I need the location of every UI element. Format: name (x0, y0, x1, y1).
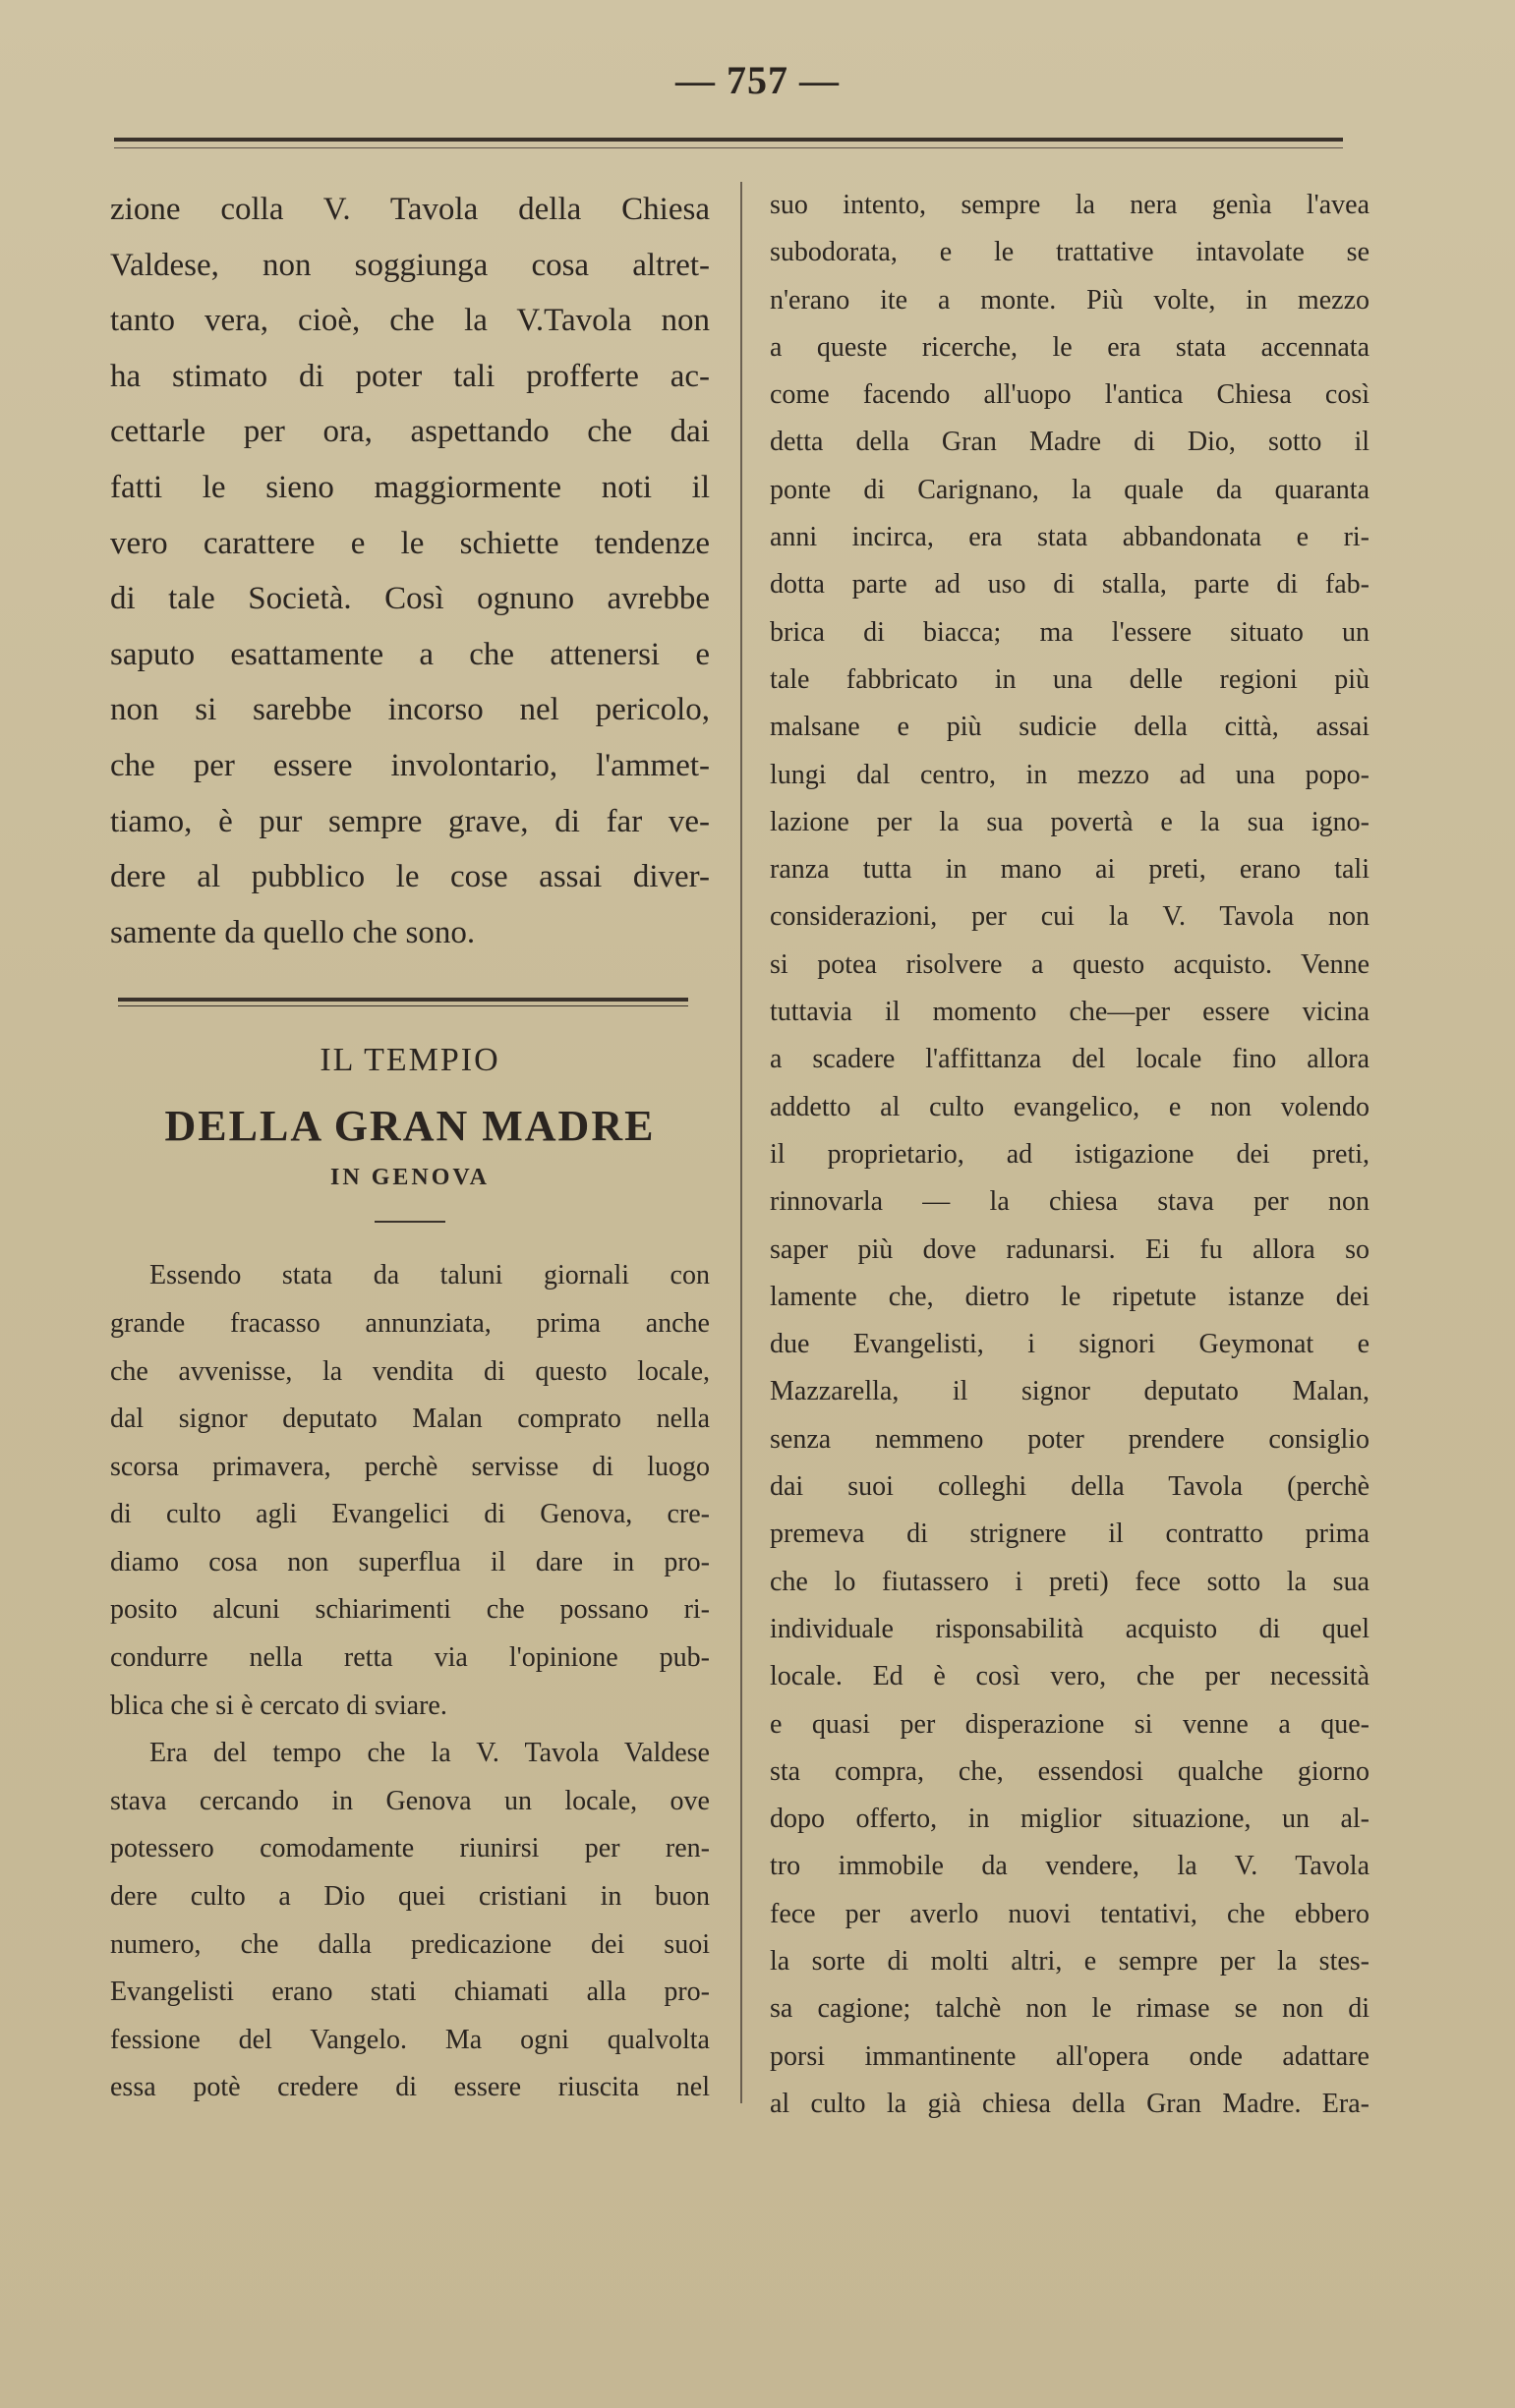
text-line: due Evangelisti, i signori Geymonat e (770, 1329, 1369, 1360)
page-number: — 757 — (675, 58, 840, 102)
text-line: numero, che dalla predicazione dei suoi (110, 1928, 710, 1960)
text-line: al culto la già chiesa della Gran Madre. Era- (770, 2088, 1369, 2119)
text-line: anni incirca, era stata abbandonata e ri- (770, 522, 1369, 553)
text-line: dere al pubblico le cose assai diver- (110, 859, 710, 895)
text-line: saputo esattamente a che attenersi e (110, 636, 710, 672)
text-line: brica di biacca; ma l'essere situato un (770, 616, 1369, 648)
text-line: di culto agli Evangelici di Genova, cre- (110, 1499, 710, 1530)
text-line: scorsa primavera, perchè servisse di luogo (110, 1451, 710, 1482)
text-line: condurre nella retta via l'opinione pub- (110, 1642, 710, 1674)
text-line: diamo cosa non superflua il dare in pro- (110, 1546, 710, 1577)
left-column (110, 182, 710, 2112)
text-line: locale. Ed è così vero, che per necessità (770, 1661, 1369, 1692)
column-divider (740, 182, 742, 2103)
text-line: tiamo, è pur sempre grave, di far ve- (110, 803, 710, 839)
right-column (770, 182, 1369, 2128)
text-line: la sorte di molti altri, e sempre per la stes- (770, 1945, 1369, 1977)
text-line: ranza tutta in mano ai preti, erano tali (770, 854, 1369, 886)
text-line: grande fracasso annunziata, prima anche (110, 1307, 710, 1339)
text-line: posito alcuni schiarimenti che possano ri- (110, 1594, 710, 1626)
text-line: samente da quello che sono. (110, 914, 476, 950)
text-line: Essendo stata da taluni giornali con (149, 1260, 710, 1291)
article-title: DELLA GRAN MADRE (164, 1102, 656, 1151)
text-line: Mazzarella, il signor deputato Malan, (770, 1376, 1369, 1407)
text-line: fece per averlo nuovi tentativi, che ebbero (770, 1898, 1369, 1929)
text-line: n'erano ite a monte. Più volte, in mezzo (770, 284, 1369, 315)
article-paragraph-1 (110, 1252, 710, 1730)
text-line: ha stimato di poter tali profferte ac- (110, 358, 710, 394)
text-line: non si sarebbe incorso nel pericolo, (110, 692, 710, 728)
article (110, 1042, 710, 2112)
text-line: dopo offerto, in miglior situazione, un al- (770, 1804, 1369, 1835)
text-line: detta della Gran Madre di Dio, sotto il (770, 427, 1369, 458)
text-line: lazione per la sua povertà e la sua igno- (770, 806, 1369, 837)
text-line: rinnovarla — la chiesa stava per non (770, 1186, 1369, 1218)
text-line: fessione del Vangelo. Ma ogni qualvolta (110, 2024, 710, 2055)
article-separator (118, 998, 688, 1002)
article-heading-line1: IL TEMPIO (320, 1042, 500, 1079)
text-line: considerazioni, per cui la V. Tavola non (770, 901, 1369, 933)
article-separator-thin (118, 1005, 688, 1006)
text-line: addetto al culto evangelico, e non volendo (770, 1091, 1369, 1122)
text-line: si potea risolvere a questo acquisto. Venne (770, 948, 1369, 980)
text-line: Evangelisti erano stati chiamati alla pro- (110, 1977, 710, 2008)
text-line: vero carattere e le schiette tendenze (110, 525, 710, 561)
text-line: subodorata, e le trattative intavolate se (770, 237, 1369, 268)
title-rule (375, 1221, 445, 1223)
article-paragraph-2 (110, 1730, 710, 2112)
text-line: zione colla V. Tavola della Chiesa (110, 192, 710, 227)
text-line: lamente che, dietro le ripetute istanze dei (770, 1281, 1369, 1312)
text-line: fatti le sieno maggiormente noti il (110, 469, 710, 505)
text-line: dai suoi colleghi della Tavola (perchè (770, 1471, 1369, 1503)
text-line: individuale risponsabilità acquisto di quel (770, 1613, 1369, 1644)
text-line: tuttavia il momento che—per essere vicina (770, 997, 1369, 1028)
text-line: suo intento, sempre la nera genìa l'avea (770, 190, 1369, 220)
continuation-text (110, 182, 710, 960)
text-line: il proprietario, ad istigazione dei preti, (770, 1138, 1369, 1170)
text-line: ponte di Carignano, la quale da quaranta (770, 474, 1369, 505)
text-line: che avvenisse, la vendita di questo locale, (110, 1355, 710, 1387)
text-line: essa potè credere di essere riuscita nel (110, 2072, 710, 2103)
text-line: e quasi per disperazione si venne a que- (770, 1708, 1369, 1740)
text-line: saper più dove radunarsi. Ei fu allora so (770, 1233, 1369, 1265)
text-line: tale fabbricato in una delle regioni più (770, 663, 1369, 695)
text-line: di tale Società. Così ognuno avrebbe (110, 581, 710, 617)
header-rule-thin (114, 147, 1343, 148)
right-column-text (770, 182, 1369, 2128)
text-line: senza nemmeno poter prendere consiglio (770, 1423, 1369, 1455)
text-line: premeva di strignere il contratto prima (770, 1519, 1369, 1550)
text-line: stava cercando in Genova un locale, ove (110, 1785, 710, 1816)
text-line: lungi dal centro, in mezzo ad una popo- (770, 759, 1369, 790)
text-line: come facendo all'uopo l'antica Chiesa così (770, 379, 1369, 411)
text-line: malsane e più sudicie della città, assai (770, 712, 1369, 743)
text-line: a queste ricerche, le era stata accennata (770, 331, 1369, 363)
text-line: tanto vera, cioè, che la V.Tavola non (110, 303, 710, 339)
text-line: blica che si è cercato di sviare. (110, 1690, 447, 1721)
text-line: a scadere l'affittanza del locale fino allora (770, 1044, 1369, 1075)
text-line: potessero comodamente riunirsi per ren- (110, 1833, 710, 1864)
text-line: sa cagione; talchè non le rimase se non di (770, 1993, 1369, 2025)
text-line: che lo fiutassero i preti) fece sotto la sua (770, 1566, 1369, 1597)
header-rule (114, 138, 1343, 142)
text-line: Era del tempo che la V. Tavola Valdese (149, 1738, 710, 1769)
text-line: che per essere involontario, l'ammet- (110, 747, 710, 783)
text-line: cettarle per ora, aspettando che dai (110, 414, 710, 450)
text-line: dal signor deputato Malan comprato nella (110, 1404, 710, 1435)
text-line: dere culto a Dio quei cristiani in buon (110, 1881, 710, 1913)
text-line: tro immobile da vendere, la V. Tavola (770, 1851, 1369, 1882)
text-line: porsi immantinente all'opera onde adattare (770, 2040, 1369, 2072)
text-line: sta compra, che, essendosi qualche giorno (770, 1755, 1369, 1787)
article-subtitle: IN GENOVA (330, 1165, 490, 1191)
text-line: Valdese, non soggiunga cosa altret- (110, 247, 710, 283)
text-line: dotta parte ad uso di stalla, parte di fab- (770, 569, 1369, 601)
